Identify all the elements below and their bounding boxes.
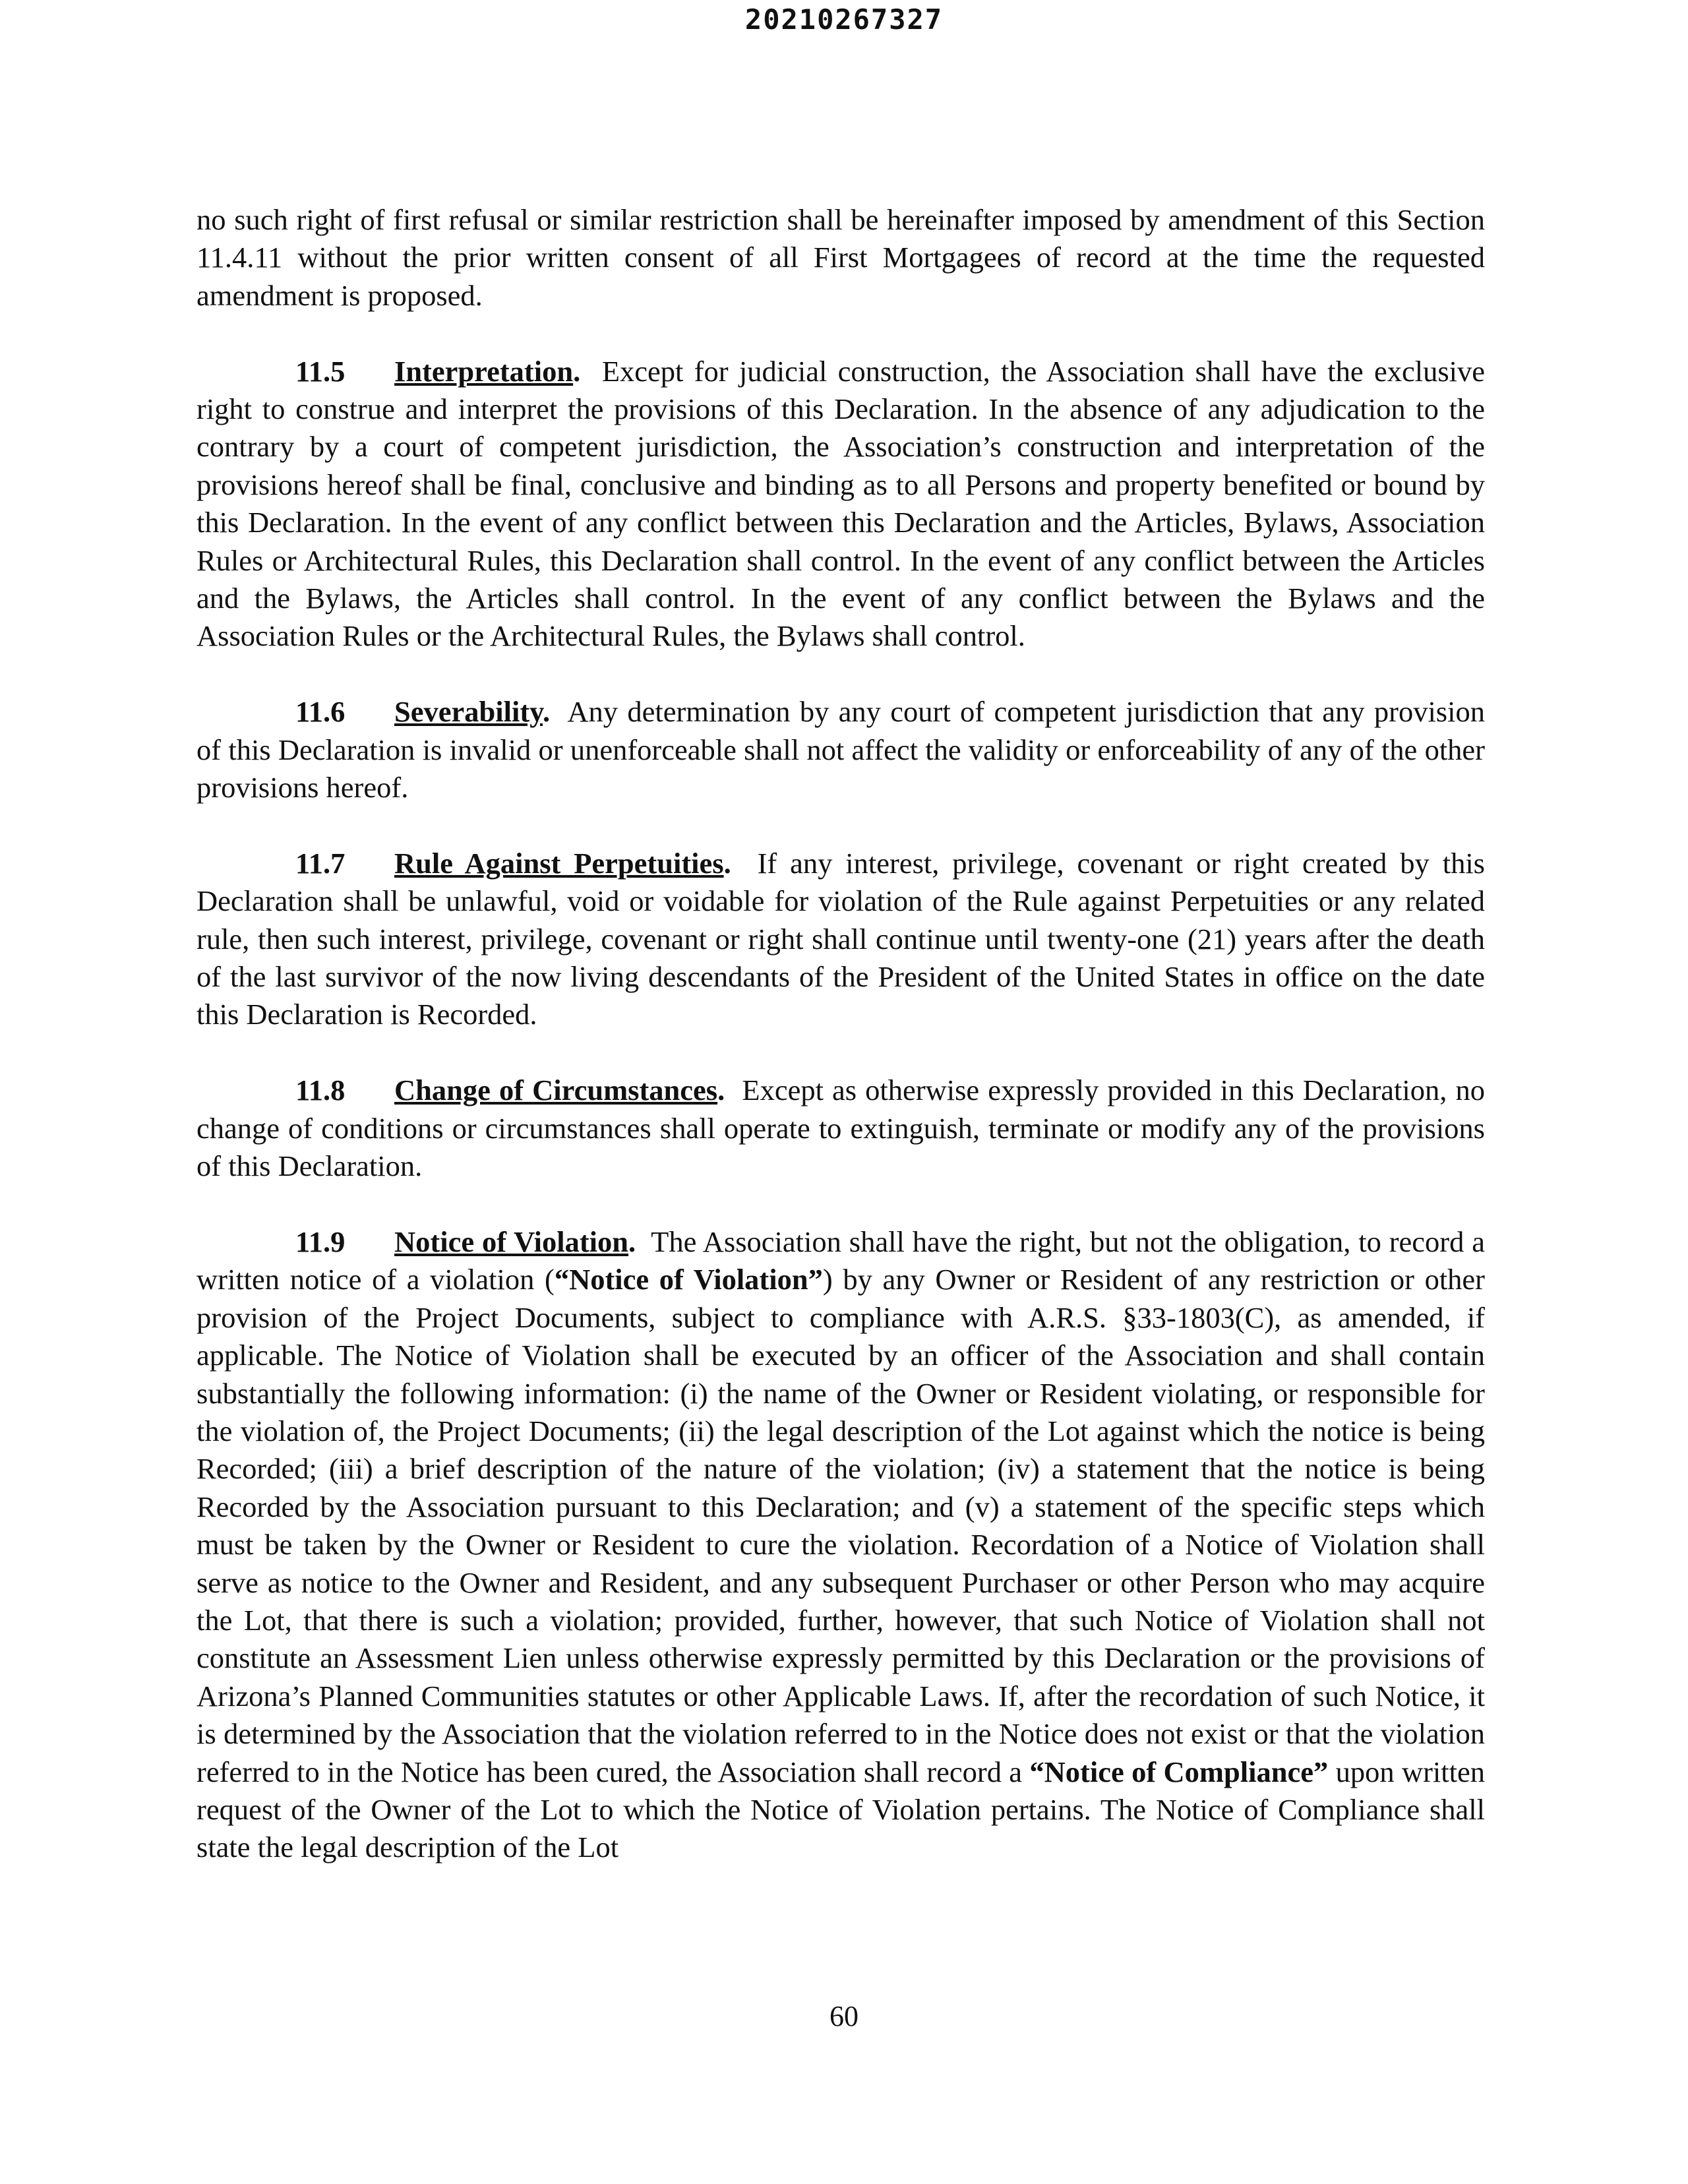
section-text: If any interest, privilege, covenant or right created by this Declaration shall be unlawful, void or voidable for violation of the Rule against Perpetuities or any related rule, then such interest, privilege, covenant or right shall continue until twenty-one (21) years after the death of the last survivor of the now living descendants of the President of the United States in office on the date this Declaration is Recorded. (196, 846, 1486, 1031)
recording-number: 20210267327 (744, 3, 944, 36)
document-body (196, 201, 1485, 1867)
defined-term-notice-of-compliance: “Notice of Compliance” (1029, 1755, 1329, 1788)
section-text: ) by any Owner or Resident of any restriction or other provision of the Project Documents, subject to compliance with A.R.S. §33-1803(C), as amended, if applicable. The Notice of Violation shall be executed by an officer of the Association and shall contain substantially the following information: (i) the name of the Owner or Resident violating, or responsible for the violation of, the Project Documents; (ii) the legal description of the Lot against which the notice is being Recorded; (iii) a brief description of the nature of the violation; (iv) a statement that the notice is being Recorded by the Association pursuant to this Declaration; and (v) a statement of the specific steps which must be taken by the Owner or Resident to cure the violation. Recordation of a Notice of Violation shall serve as notice to the Owner and Resident, and any subsequent Purchaser or other Person who may acquire the Lot, that there is such a violation; provided, further, however, that such Notice of Violation shall not constitute an Assessment Lien unless otherwise expressly permitted by this Declaration or the provisions of Arizona’s Planned Communities statutes or other Applicable Laws. If, after the recordation of such Notice, it is determined by the Association that the violation referred to in the Notice does not exist or that the violation referred to in the Notice has been cured, the Association shall record a (196, 1263, 1486, 1788)
continuation-paragraph: no such right of first refusal or similar restriction shall be hereinafter imposed by amendment of this Section 11.4.11 without the prior written consent of all First Mortgagees of record at the time the requested amendment is proposed. (196, 203, 1485, 312)
section-title: Rule Against Perpetuities (394, 846, 724, 880)
section-11-6: 11.6 Severability. Any determination by any court of competent jurisdiction that any provision of this Declaration is invalid or unenforceable shall not affect the validity or enforceability of any of the other provisions hereof. (196, 693, 1485, 806)
section-title: Severability (394, 695, 543, 729)
section-title: Interpretation (394, 354, 574, 388)
section-text: The Association shall have the right, but not the obligation, to record a written notice of a violation ( (196, 1225, 1486, 1296)
section-title: Notice of Violation (394, 1225, 629, 1258)
section-number: 11.9 (295, 1225, 346, 1258)
section-number: 11.5 (295, 354, 346, 388)
section-number: 11.7 (295, 846, 346, 880)
page-number: 60 (829, 2000, 859, 2032)
section-text: Except as otherwise expressly provided in this Declaration, no change of conditions or circumstances shall operate to extinguish, terminate or modify any of the provisions of this Declaration. (196, 1074, 1485, 1183)
section-text: Any determination by any court of competent jurisdiction that any provision of this Declaration is invalid or unenforceable shall not affect the validity or enforceability of any of the other provisions hereof. (196, 695, 1485, 804)
section-text: upon written request of the Owner of the Lot to which the Notice of Violation pertains. The Notice of Compliance shall state the legal description of the Lot (196, 1755, 1485, 1864)
section-text: Except for judicial construction, the Association shall have the exclusive right to construe and interpret the provisions of this Declaration. In the absence of any adjudication to the contrary by a court of competent jurisdiction, the Association’s construction and interpretation of the provisions hereof shall be final, conclusive and binding as to all Persons and property benefited or bound by this Declaration. In the event of any conflict between this Declaration and the Articles, Bylaws, Association Rules or Architectural Rules, this Declaration shall control. In the event of any conflict between the Articles and the Bylaws, the Articles shall control. In the event of any conflict between the Bylaws and the Association Rules or the Architectural Rules, the Bylaws shall control. (196, 354, 1486, 653)
section-number: 11.8 (295, 1074, 346, 1107)
section-11-5: 11.5 Interpretation. Except for judicial construction, the Association shall have the exclusive right to construe and interpret the provisions of this Declaration. In the absence of any adjudication to the contrary by a court of competent jurisdiction, the Association’s construction and interpretation of the provisions hereof shall be final, conclusive and binding as to all Persons and property benefited or bound by this Declaration. In the event of any conflict between this Declaration and the Articles, Bylaws, Association Rules or Architectural Rules, this Declaration shall control. In the event of any conflict between the Articles and the Bylaws, the Articles shall control. In the event of any conflict between the Bylaws and the Association Rules or the Architectural Rules, the Bylaws shall control. (196, 353, 1485, 655)
section-title: Change of Circumstances (394, 1074, 718, 1107)
defined-term-notice-of-violation: “Notice of Violation” (554, 1263, 823, 1296)
section-11-9: 11.9 Notice of Violation. The Association shall have the right, but not the obligation, to record a written notice of a violation (“Notice of Violation”) by any Owner or Resident of any restriction or other provision of the Project Documents, subject to compliance with A.R.S. §33-1803(C), as amended, if applicable. The Notice of Violation shall be executed by an officer of the Association and shall contain substantially the following information: (i) the name of the Owner or Resident violating, or responsible for the violation of, the Project Documents; (ii) the legal description of the Lot against which the notice is being Recorded; (iii) a brief description of the nature of the violation; (iv) a statement that the notice is being Recorded by the Association pursuant to this Declaration; and (v) a statement of the specific steps which must be taken by the Owner or Resident to cure the violation. Recordation of a Notice of Violation shall serve as notice to the Owner and Resident, and any subsequent Purchaser or other Person who may acquire the Lot, that there is such a violation; provided, further, however, that such Notice of Violation shall not constitute an Assessment Lien unless otherwise expressly permitted by this Declaration or the provisions of Arizona’s Planned Communities statutes or other Applicable Laws. If, after the recordation of such Notice, it is determined by the Association that the violation referred to in the Notice does not exist or that the violation referred to in the Notice has been cured, the Association shall record a “Notice of Compliance” upon written request of the Owner of the Lot to which the Notice of Violation pertains. The Notice of Compliance shall state the legal description of the Lot (196, 1223, 1485, 1867)
section-11-8: 11.8 Change of Circumstances. Except as otherwise expressly provided in this Declaration, no change of conditions or circumstances shall operate to extinguish, terminate or modify any of the provisions of this Declaration. (196, 1072, 1485, 1185)
section-11-7: 11.7 Rule Against Perpetuities. If any interest, privilege, covenant or right created by this Declaration shall be unlawful, void or voidable for violation of the Rule against Perpetuities or any related rule, then such interest, privilege, covenant or right shall continue until twenty-one (21) years after the death of the last survivor of the now living descendants of the President of the United States in office on the date this Declaration is Recorded. (196, 845, 1485, 1034)
section-number: 11.6 (295, 695, 346, 729)
